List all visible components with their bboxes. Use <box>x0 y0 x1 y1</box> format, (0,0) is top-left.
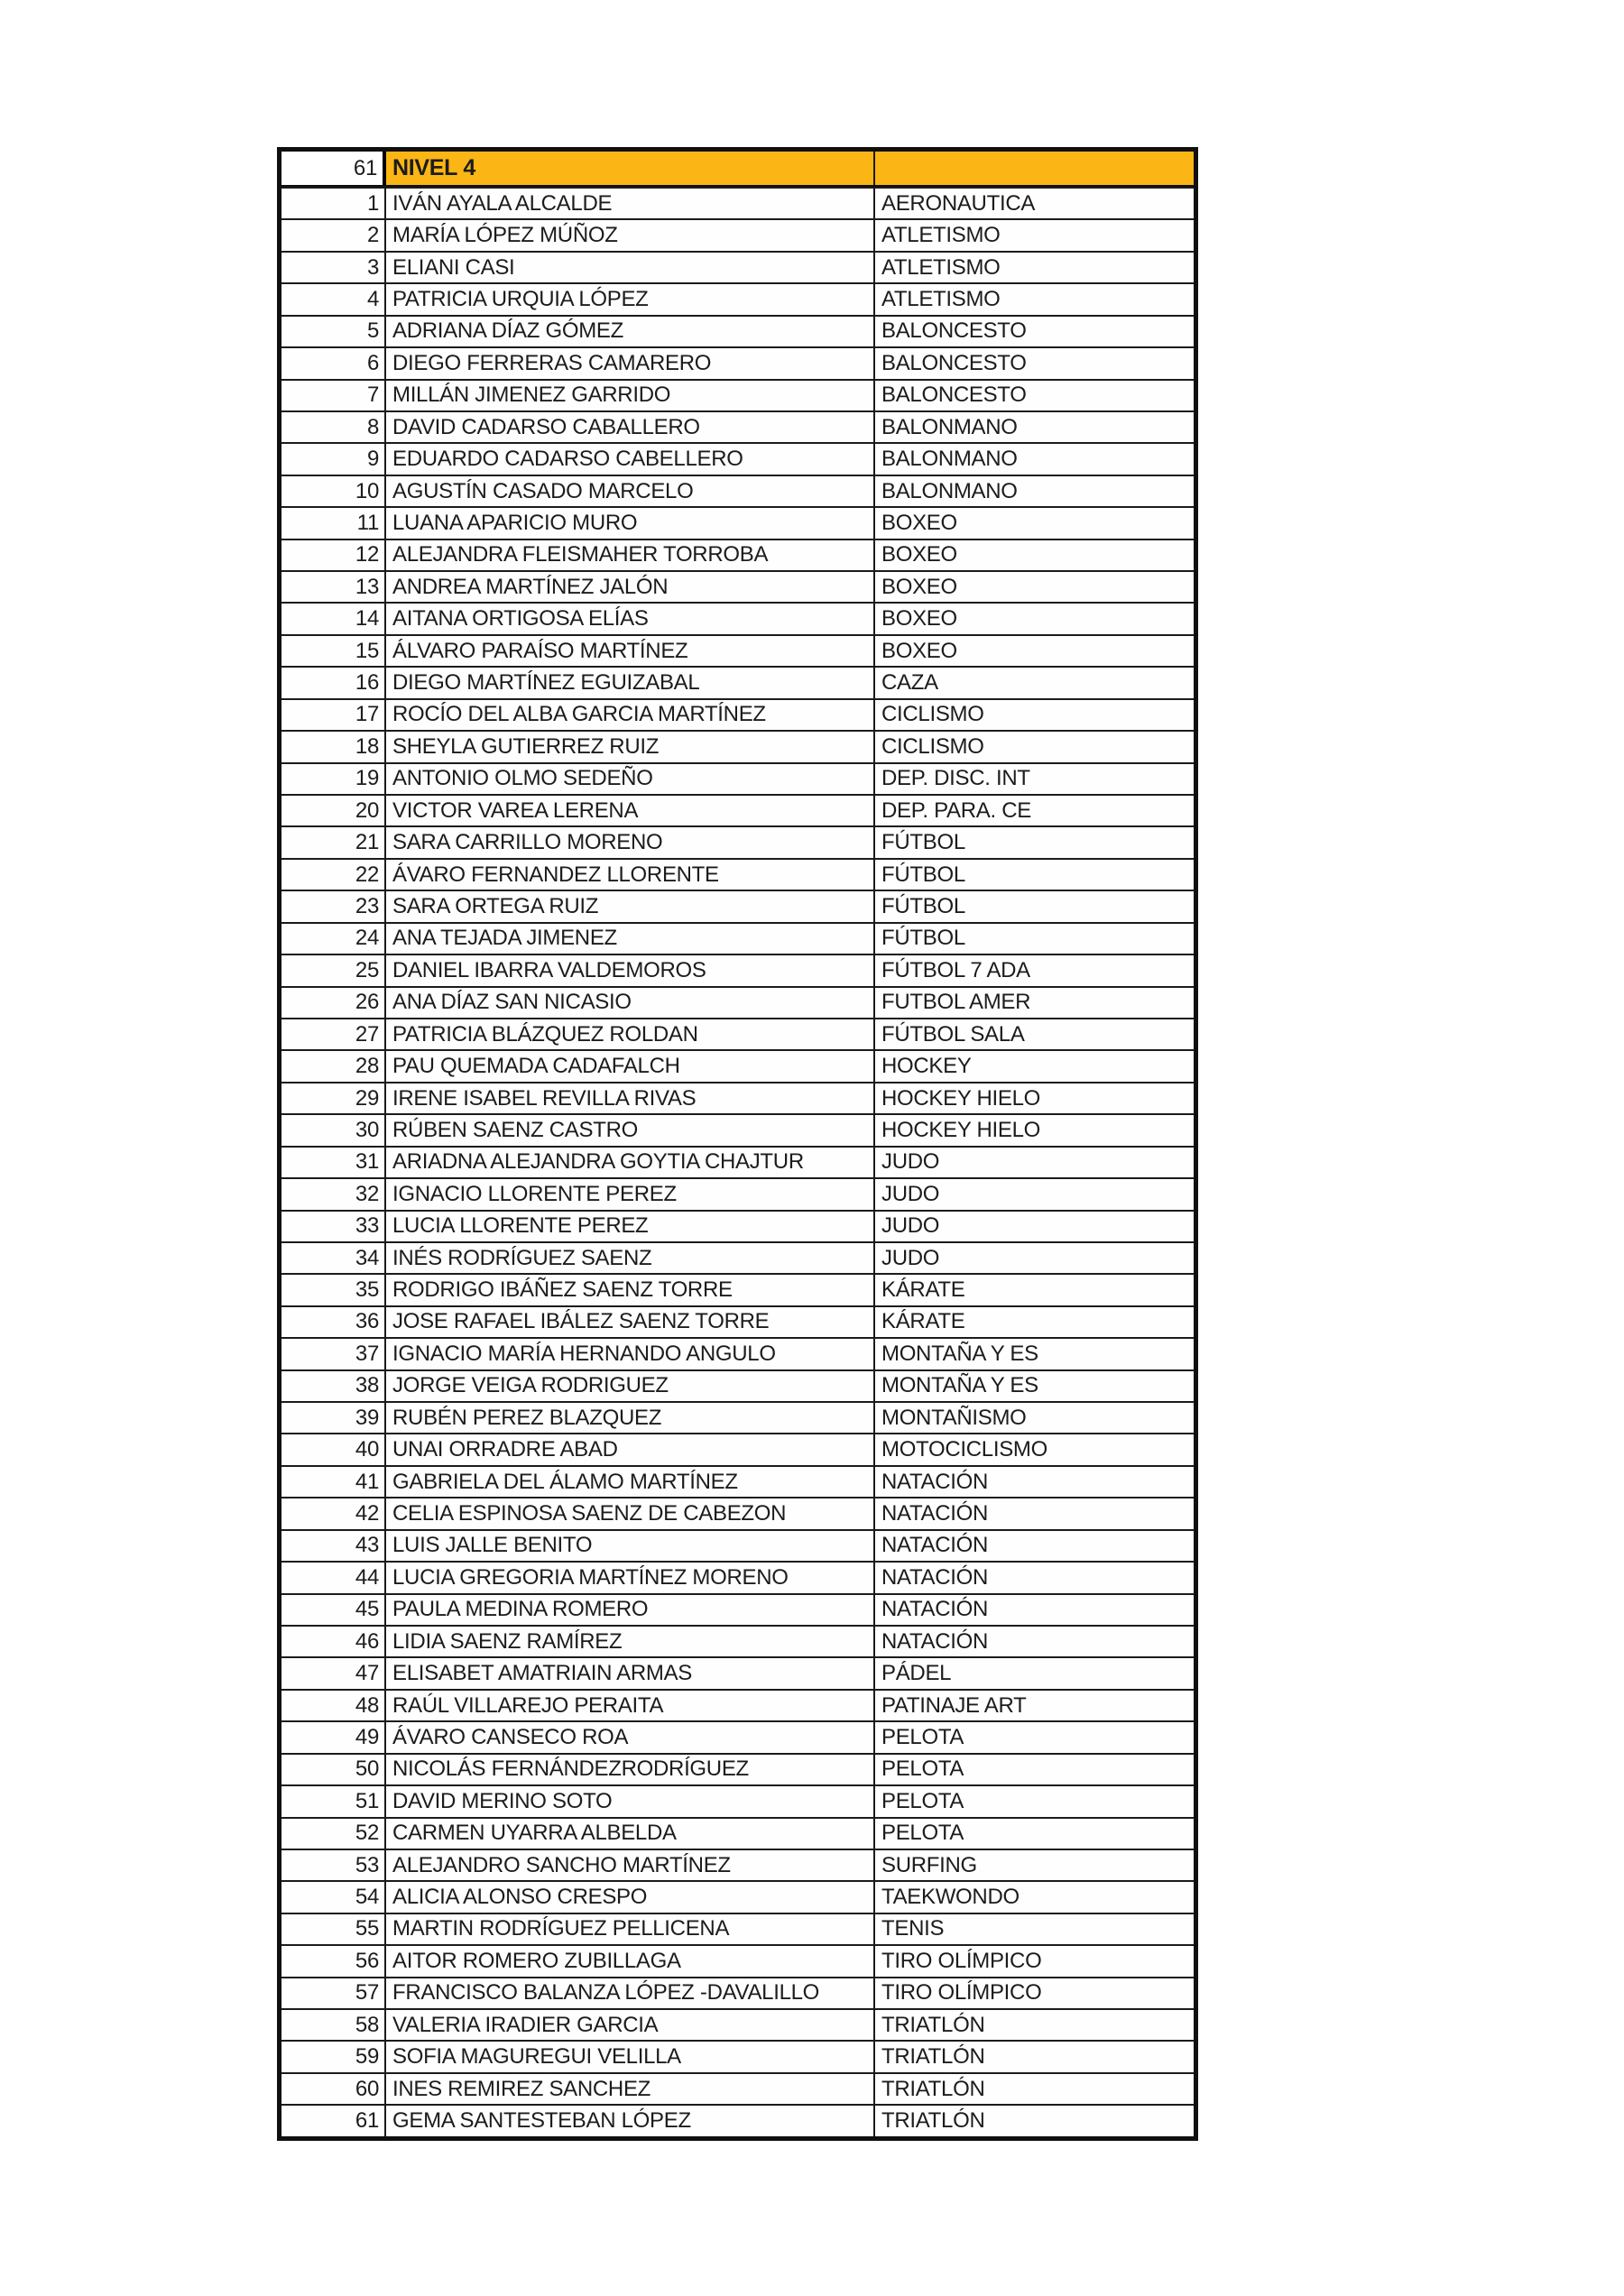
table-row <box>281 1720 1194 1752</box>
row-number-cell: 30 <box>281 1115 386 1145</box>
sport-cell: JUDO <box>881 1181 940 1206</box>
name-cell: RUBÉN PEREZ BLAZQUEZ <box>386 1403 875 1433</box>
sport-cell: BALONMANO <box>881 447 1018 472</box>
sport-cell: MOTOCICLISMO <box>881 1437 1047 1462</box>
sport-cell: NATACIÓN <box>881 1469 989 1494</box>
name-cell: VALERIA IRADIER GARCIA <box>386 2010 875 2040</box>
name-cell: ANA DÍAZ SAN NICASIO <box>386 988 875 1018</box>
sport-cell: TIRO OLÍMPICO <box>881 1948 1042 1973</box>
row-number-cell: 3 <box>281 253 386 282</box>
table-row <box>281 1369 1194 1401</box>
row-number-cell: 14 <box>281 604 386 633</box>
sport-cell: FÚTBOL <box>881 862 965 887</box>
sport-cell: TENIS <box>881 1916 945 1941</box>
name-cell: LUCIA GREGORIA MARTÍNEZ MORENO <box>386 1563 875 1592</box>
name-cell: GABRIELA DEL ÁLAMO MARTÍNEZ <box>386 1467 875 1497</box>
row-number-cell: 13 <box>281 572 386 602</box>
table-row <box>281 666 1194 697</box>
name-cell: IRENE ISABEL REVILLA RIVAS <box>386 1083 875 1113</box>
row-number-cell: 51 <box>281 1786 386 1816</box>
name-cell: MARÍA LÓPEZ MÚÑOZ <box>386 220 875 250</box>
name-cell: SOFIA MAGUREGUI VELILLA <box>386 2042 875 2071</box>
sport-cell: NATACIÓN <box>881 1597 989 1622</box>
table-row <box>281 379 1194 410</box>
row-number-cell: 34 <box>281 1243 386 1273</box>
row-number-cell: 42 <box>281 1498 386 1528</box>
sport-cell: HOCKEY HIELO <box>881 1117 1041 1142</box>
row-number-cell: 55 <box>281 1914 386 1944</box>
row-number-cell: 47 <box>281 1658 386 1688</box>
sport-cell: TRIATLÓN <box>881 2012 985 2037</box>
row-number-cell: 5 <box>281 317 386 346</box>
row-number-cell: 10 <box>281 476 386 506</box>
row-number-cell: 44 <box>281 1563 386 1592</box>
name-cell: UNAI ORRADRE ABAD <box>386 1434 875 1464</box>
table-row <box>281 187 1194 218</box>
sport-cell: BOXEO <box>881 638 957 663</box>
name-cell: ANDREA MARTÍNEZ JALÓN <box>386 572 875 602</box>
sport-cell: FÚTBOL <box>881 893 965 918</box>
table-row <box>281 1817 1194 1849</box>
sport-cell: JUDO <box>881 1149 940 1175</box>
table-row <box>281 825 1194 857</box>
table-row <box>281 1305 1194 1337</box>
table-row <box>281 1977 1194 2008</box>
table-row <box>281 954 1194 985</box>
row-number-cell: 21 <box>281 827 386 857</box>
row-number-cell: 1 <box>281 189 386 218</box>
name-cell: ÁVARO CANSECO ROA <box>386 1722 875 1752</box>
row-number-cell: 32 <box>281 1179 386 1209</box>
table-row <box>281 1849 1194 1880</box>
table-row <box>281 506 1194 538</box>
sport-cell: CAZA <box>881 670 938 696</box>
sport-cell: KÁRATE <box>881 1309 965 1334</box>
name-cell: IGNACIO LLORENTE PEREZ <box>386 1179 875 1209</box>
table-row <box>281 1177 1194 1209</box>
row-number-cell: 45 <box>281 1595 386 1625</box>
sport-cell: MONTAÑA Y ES <box>881 1373 1038 1398</box>
sport-cell: AERONAUTICA <box>881 190 1036 216</box>
row-number-cell: 8 <box>281 412 386 442</box>
sport-cell: JUDO <box>881 1213 940 1239</box>
table-row <box>281 1113 1194 1145</box>
name-cell: RODRIGO IBÁÑEZ SAENZ TORRE <box>386 1275 875 1305</box>
row-number-cell: 22 <box>281 860 386 890</box>
row-number-cell: 23 <box>281 891 386 921</box>
row-number-cell: 9 <box>281 444 386 474</box>
name-cell: DANIEL IBARRA VALDEMOROS <box>386 955 875 985</box>
row-number-cell: 59 <box>281 2042 386 2071</box>
table-row <box>281 1497 1194 1528</box>
name-cell: PAULA MEDINA ROMERO <box>386 1595 875 1625</box>
name-cell: RAÚL VILLAREJO PERAITA <box>386 1691 875 1720</box>
sport-cell: TIRO OLÍMPICO <box>881 1980 1042 2006</box>
sport-cell: TRIATLÓN <box>881 2108 985 2134</box>
name-cell: ÁLVARO PARAÍSO MARTÍNEZ <box>386 636 875 666</box>
header-empty-cell <box>875 152 1194 185</box>
table-row <box>281 2008 1194 2040</box>
name-cell: MARTIN RODRÍGUEZ PELLICENA <box>386 1914 875 1944</box>
name-cell: CELIA ESPINOSA SAENZ DE CABEZON <box>386 1498 875 1528</box>
row-number-cell: 58 <box>281 2010 386 2040</box>
table-row <box>281 539 1194 570</box>
name-cell: JORGE VEIGA RODRIGUEZ <box>386 1371 875 1401</box>
sport-cell: NATACIÓN <box>881 1533 989 1558</box>
sport-cell: CICLISMO <box>881 733 984 759</box>
table-row <box>281 1880 1194 1912</box>
row-number-cell: 16 <box>281 668 386 697</box>
table-row <box>281 698 1194 730</box>
row-number-cell: 29 <box>281 1083 386 1113</box>
name-cell: ALEJANDRO SANCHO MARTÍNEZ <box>386 1850 875 1880</box>
table-row <box>281 922 1194 954</box>
row-number-cell: 48 <box>281 1691 386 1720</box>
name-cell: IVÁN AYALA ALCALDE <box>386 189 875 218</box>
header-title-cell: NIVEL 4 <box>386 152 875 185</box>
sport-cell: BOXEO <box>881 542 957 567</box>
table-row <box>281 2104 1194 2135</box>
row-number-cell: 41 <box>281 1467 386 1497</box>
table-row <box>281 602 1194 633</box>
sport-cell: BALONCESTO <box>881 350 1027 375</box>
table-row <box>281 1401 1194 1433</box>
row-number-cell: 60 <box>281 2074 386 2104</box>
name-cell: EDUARDO CADARSO CABELLERO <box>386 444 875 474</box>
table-row <box>281 2040 1194 2071</box>
table-row <box>281 1913 1194 1944</box>
row-number-cell: 7 <box>281 381 386 410</box>
name-cell: AITANA ORTIGOSA ELÍAS <box>386 604 875 633</box>
name-cell: ADRIANA DÍAZ GÓMEZ <box>386 317 875 346</box>
row-number-cell: 50 <box>281 1755 386 1784</box>
table-row <box>281 730 1194 761</box>
row-number-cell: 61 <box>281 2106 386 2135</box>
row-number-cell: 39 <box>281 1403 386 1433</box>
table-header-row <box>281 152 1194 187</box>
name-cell: ARIADNA ALEJANDRA GOYTIA CHAJTUR <box>386 1148 875 1177</box>
row-number-cell: 43 <box>281 1531 386 1561</box>
sport-cell: FÚTBOL <box>881 926 965 951</box>
table-row <box>281 1049 1194 1081</box>
table-row <box>281 634 1194 666</box>
name-cell: ALICIA ALONSO CRESPO <box>386 1882 875 1912</box>
name-cell: ELISABET AMATRIAIN ARMAS <box>386 1658 875 1688</box>
name-cell: GEMA SANTESTEBAN LÓPEZ <box>386 2106 875 2135</box>
row-number-cell: 56 <box>281 1946 386 1976</box>
table-row <box>281 1018 1194 1049</box>
row-number-cell: 6 <box>281 348 386 378</box>
name-cell: ALEJANDRA FLEISMAHER TORROBA <box>386 540 875 570</box>
table-row <box>281 1082 1194 1113</box>
sport-cell: FUTBOL AMER <box>881 990 1031 1015</box>
table-row <box>281 282 1194 314</box>
name-cell: DAVID CADARSO CABALLERO <box>386 412 875 442</box>
name-cell: LUIS JALLE BENITO <box>386 1531 875 1561</box>
sport-cell: KÁRATE <box>881 1277 965 1303</box>
row-number-cell: 15 <box>281 636 386 666</box>
row-number-cell: 37 <box>281 1339 386 1369</box>
row-number-cell: 52 <box>281 1819 386 1849</box>
name-cell: NICOLÁS FERNÁNDEZRODRÍGUEZ <box>386 1755 875 1784</box>
sport-cell: BALONCESTO <box>881 318 1027 344</box>
table-row <box>281 1753 1194 1784</box>
table-row <box>281 475 1194 506</box>
sport-cell: ATLETISMO <box>881 254 1001 280</box>
row-number-cell: 11 <box>281 508 386 538</box>
sport-cell: BOXEO <box>881 510 957 535</box>
row-number-cell: 38 <box>281 1371 386 1401</box>
row-number-cell: 31 <box>281 1148 386 1177</box>
table-row <box>281 1656 1194 1688</box>
sport-cell: TRIATLÓN <box>881 2076 985 2101</box>
sport-cell: BALONCESTO <box>881 383 1027 408</box>
table-row <box>281 1784 1194 1816</box>
table-row <box>281 762 1194 794</box>
row-number-cell: 20 <box>281 796 386 825</box>
table-row <box>281 1625 1194 1656</box>
table-row <box>281 410 1194 442</box>
row-number-cell: 49 <box>281 1722 386 1752</box>
table-row <box>281 251 1194 282</box>
name-cell: SARA CARRILLO MORENO <box>386 827 875 857</box>
table-row <box>281 1433 1194 1464</box>
table-row <box>281 1593 1194 1625</box>
name-cell: SARA ORTEGA RUIZ <box>386 891 875 921</box>
sport-cell: HOCKEY HIELO <box>881 1085 1041 1111</box>
sport-cell: PELOTA <box>881 1724 964 1749</box>
row-number-cell: 33 <box>281 1212 386 1241</box>
name-cell: VICTOR VAREA LERENA <box>386 796 875 825</box>
row-number-cell: 24 <box>281 924 386 954</box>
table-row <box>281 1689 1194 1720</box>
sport-cell: PATINAJE ART <box>881 1692 1027 1718</box>
sport-cell: MONTAÑA Y ES <box>881 1341 1038 1366</box>
row-number-cell: 53 <box>281 1850 386 1880</box>
sport-cell: BALONMANO <box>881 478 1018 503</box>
name-cell: LIDIA SAENZ RAMÍREZ <box>386 1627 875 1656</box>
table-row <box>281 1465 1194 1497</box>
row-number-cell: 26 <box>281 988 386 1018</box>
sport-cell: CICLISMO <box>881 702 984 727</box>
sport-cell: FÚTBOL SALA <box>881 1021 1025 1047</box>
name-cell: LUCIA LLORENTE PEREZ <box>386 1212 875 1241</box>
sport-cell: FÚTBOL 7 ADA <box>881 957 1030 982</box>
name-cell: ÁVARO FERNANDEZ LLORENTE <box>386 860 875 890</box>
sport-cell: TAEKWONDO <box>881 1885 1020 1910</box>
sport-cell: SURFING <box>881 1852 977 1877</box>
row-number-cell: 27 <box>281 1019 386 1049</box>
table-row <box>281 315 1194 346</box>
header-count-cell: 61 <box>281 152 386 185</box>
name-cell: ELIANI CASI <box>386 253 875 282</box>
table-row <box>281 986 1194 1018</box>
row-number-cell: 35 <box>281 1275 386 1305</box>
row-number-cell: 12 <box>281 540 386 570</box>
roster-table <box>277 147 1198 2141</box>
table-row <box>281 1241 1194 1273</box>
name-cell: DIEGO FERRERAS CAMARERO <box>386 348 875 378</box>
name-cell: ROCÍO DEL ALBA GARCIA MARTÍNEZ <box>386 700 875 730</box>
sport-cell: JUDO <box>881 1245 940 1270</box>
name-cell: PATRICIA URQUIA LÓPEZ <box>386 284 875 314</box>
sport-cell: ATLETISMO <box>881 286 1001 311</box>
table-row <box>281 1210 1194 1241</box>
table-row <box>281 1561 1194 1592</box>
sport-cell: PELOTA <box>881 1821 964 1846</box>
table-row <box>281 858 1194 890</box>
sport-cell: PELOTA <box>881 1788 964 1813</box>
sport-cell: NATACIÓN <box>881 1501 989 1526</box>
row-number-cell: 19 <box>281 764 386 794</box>
sport-cell: BOXEO <box>881 574 957 599</box>
row-number-cell: 40 <box>281 1434 386 1464</box>
table-row <box>281 442 1194 474</box>
row-number-cell: 36 <box>281 1307 386 1337</box>
row-number-cell: 17 <box>281 700 386 730</box>
row-number-cell: 25 <box>281 955 386 985</box>
name-cell: CARMEN UYARRA ALBELDA <box>386 1819 875 1849</box>
name-cell: PAU QUEMADA CADAFALCH <box>386 1051 875 1081</box>
sport-cell: PELOTA <box>881 1757 964 1782</box>
name-cell: MILLÁN JIMENEZ GARRIDO <box>386 381 875 410</box>
row-number-cell: 4 <box>281 284 386 314</box>
table-row <box>281 1529 1194 1561</box>
name-cell: SHEYLA GUTIERREZ RUIZ <box>386 732 875 761</box>
sport-cell: TRIATLÓN <box>881 2044 985 2070</box>
name-cell: AGUSTÍN CASADO MARCELO <box>386 476 875 506</box>
name-cell: ANA TEJADA JIMENEZ <box>386 924 875 954</box>
row-number-cell: 54 <box>281 1882 386 1912</box>
sport-cell: BALONMANO <box>881 414 1018 439</box>
name-cell: RÚBEN SAENZ CASTRO <box>386 1115 875 1145</box>
sport-cell: BOXEO <box>881 606 957 632</box>
table-row <box>281 1337 1194 1369</box>
sport-cell: NATACIÓN <box>881 1564 989 1590</box>
sport-cell: FÚTBOL <box>881 830 965 855</box>
sport-cell: NATACIÓN <box>881 1628 989 1654</box>
name-cell: DIEGO MARTÍNEZ EGUIZABAL <box>386 668 875 697</box>
row-number-cell: 28 <box>281 1051 386 1081</box>
name-cell: DAVID MERINO SOTO <box>386 1786 875 1816</box>
sport-cell: DEP. DISC. INT <box>881 766 1030 791</box>
row-number-cell: 18 <box>281 732 386 761</box>
name-cell: IGNACIO MARÍA HERNANDO ANGULO <box>386 1339 875 1369</box>
table-row <box>281 346 1194 378</box>
sport-cell: DEP. PARA. CE <box>881 798 1031 823</box>
table-row <box>281 794 1194 825</box>
sport-cell: PÁDEL <box>881 1661 952 1686</box>
row-number-cell: 2 <box>281 220 386 250</box>
name-cell: JOSE RAFAEL IBÁLEZ SAENZ TORRE <box>386 1307 875 1337</box>
name-cell: ANTONIO OLMO SEDEÑO <box>386 764 875 794</box>
name-cell: AITOR ROMERO ZUBILLAGA <box>386 1946 875 1976</box>
row-number-cell: 57 <box>281 1978 386 2008</box>
sport-cell: HOCKEY <box>881 1054 972 1079</box>
name-cell: LUANA APARICIO MURO <box>386 508 875 538</box>
sport-cell: MONTAÑISMO <box>881 1405 1027 1430</box>
row-number-cell: 46 <box>281 1627 386 1656</box>
table-row <box>281 890 1194 921</box>
name-cell: INÉS RODRÍGUEZ SAENZ <box>386 1243 875 1273</box>
sport-cell: ATLETISMO <box>881 223 1001 248</box>
table-row <box>281 2072 1194 2104</box>
name-cell: INES REMIREZ SANCHEZ <box>386 2074 875 2104</box>
table-row <box>281 570 1194 602</box>
name-cell: FRANCISCO BALANZA LÓPEZ -DAVALILLO <box>386 1978 875 2008</box>
table-row <box>281 1146 1194 1177</box>
table-row <box>281 218 1194 250</box>
table-row <box>281 1273 1194 1305</box>
name-cell: PATRICIA BLÁZQUEZ ROLDAN <box>386 1019 875 1049</box>
table-row <box>281 1944 1194 1976</box>
